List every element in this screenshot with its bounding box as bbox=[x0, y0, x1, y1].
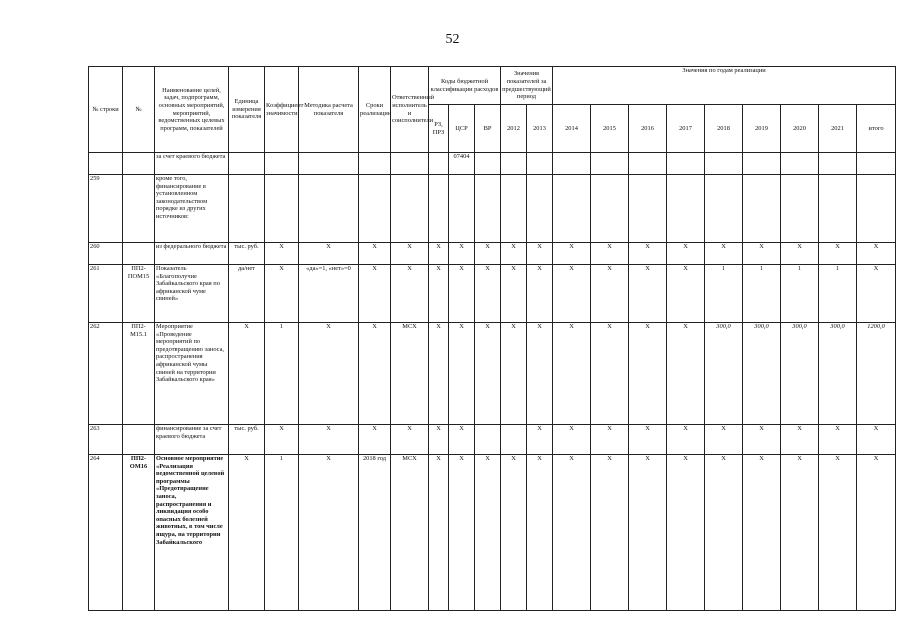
header-year: 2016 bbox=[629, 105, 667, 153]
cell-no bbox=[123, 175, 155, 243]
cell-value: 300,0 bbox=[743, 323, 781, 425]
cell-vr bbox=[475, 175, 501, 243]
cell-value: X bbox=[553, 265, 591, 323]
cell-value: X bbox=[743, 243, 781, 265]
header-no: № bbox=[123, 67, 155, 153]
cell-csr: X bbox=[449, 425, 475, 455]
cell-unit: X bbox=[229, 323, 265, 425]
cell-value bbox=[819, 153, 857, 175]
cell-value: X bbox=[857, 265, 896, 323]
cell-value: X bbox=[527, 243, 553, 265]
cell-csr: X bbox=[449, 265, 475, 323]
cell-vr: X bbox=[475, 243, 501, 265]
cell-csr: X bbox=[449, 323, 475, 425]
header-vr: ВР bbox=[475, 105, 501, 153]
cell-value: X bbox=[819, 425, 857, 455]
cell-csr: 07404 bbox=[449, 153, 475, 175]
header-year: 2020 bbox=[781, 105, 819, 153]
cell-value: X bbox=[501, 243, 527, 265]
cell-csr: X bbox=[449, 455, 475, 611]
cell-executor: X bbox=[391, 265, 429, 323]
cell-value: 300,0 bbox=[705, 323, 743, 425]
cell-vr: X bbox=[475, 455, 501, 611]
cell-name: Мероприятие «Проведение мероприятий по предотвращению заноса, распространения африканской чумы свиней на территории Забайкальского края» bbox=[155, 323, 229, 425]
cell-csr bbox=[449, 175, 475, 243]
cell-row-no: 261 bbox=[89, 265, 123, 323]
cell-value: X bbox=[591, 243, 629, 265]
cell-executor: X bbox=[391, 425, 429, 455]
cell-value: 1 bbox=[781, 265, 819, 323]
cell-rz: X bbox=[429, 243, 449, 265]
cell-value bbox=[857, 153, 896, 175]
cell-value: 300,0 bbox=[781, 323, 819, 425]
cell-name: за счет краевого бюджета bbox=[155, 153, 229, 175]
cell-coef: 1 bbox=[265, 455, 299, 611]
cell-executor: МСХ bbox=[391, 323, 429, 425]
table-row bbox=[89, 175, 896, 243]
cell-deadline: X bbox=[359, 323, 391, 425]
cell-value bbox=[501, 153, 527, 175]
header-year: 2012 bbox=[501, 105, 527, 153]
header-rz: РЗ, ПРЗ bbox=[429, 105, 449, 153]
cell-value: X bbox=[591, 425, 629, 455]
cell-value bbox=[629, 153, 667, 175]
cell-value bbox=[527, 175, 553, 243]
table-row bbox=[89, 425, 896, 455]
cell-row-no: 264 bbox=[89, 455, 123, 611]
cell-value: X bbox=[781, 425, 819, 455]
table-row bbox=[89, 265, 896, 323]
cell-row-no: 260 bbox=[89, 243, 123, 265]
cell-value: X bbox=[705, 243, 743, 265]
cell-rz: X bbox=[429, 323, 449, 425]
cell-no bbox=[123, 153, 155, 175]
cell-coef: X bbox=[265, 243, 299, 265]
cell-executor: X bbox=[391, 243, 429, 265]
cell-value bbox=[667, 153, 705, 175]
cell-value: X bbox=[781, 243, 819, 265]
cell-deadline: X bbox=[359, 425, 391, 455]
cell-no bbox=[123, 243, 155, 265]
cell-value: X bbox=[781, 455, 819, 611]
cell-no: ПП2-ПОМ15 bbox=[123, 265, 155, 323]
cell-value: X bbox=[527, 455, 553, 611]
cell-rz: X bbox=[429, 425, 449, 455]
cell-deadline: X bbox=[359, 265, 391, 323]
cell-value bbox=[705, 175, 743, 243]
cell-value bbox=[781, 153, 819, 175]
cell-row-no: 262 bbox=[89, 323, 123, 425]
cell-value: 1200,0 bbox=[857, 323, 896, 425]
cell-coef bbox=[265, 153, 299, 175]
cell-value bbox=[629, 175, 667, 243]
header-row-no: № строки bbox=[89, 67, 123, 153]
cell-rz: X bbox=[429, 265, 449, 323]
cell-value bbox=[591, 175, 629, 243]
header-year: 2017 bbox=[667, 105, 705, 153]
header-method: Методика расчета показателя bbox=[299, 67, 359, 153]
cell-name: финансирование за счет краевого бюджета bbox=[155, 425, 229, 455]
cell-value bbox=[781, 175, 819, 243]
cell-executor: МСХ bbox=[391, 455, 429, 611]
cell-value: X bbox=[591, 455, 629, 611]
cell-method: X bbox=[299, 323, 359, 425]
cell-value bbox=[501, 425, 527, 455]
header-unit: Единица измерения показателя bbox=[229, 67, 265, 153]
header-year: 2014 bbox=[553, 105, 591, 153]
cell-value: X bbox=[591, 265, 629, 323]
cell-value: X bbox=[705, 425, 743, 455]
cell-value bbox=[527, 153, 553, 175]
cell-no: ПП2-М15.1 bbox=[123, 323, 155, 425]
header-year: 2018 bbox=[705, 105, 743, 153]
cell-no: ПП2-ОМ16 bbox=[123, 455, 155, 611]
cell-value: X bbox=[527, 425, 553, 455]
cell-value: X bbox=[667, 455, 705, 611]
cell-value: X bbox=[553, 323, 591, 425]
cell-vr bbox=[475, 425, 501, 455]
cell-name: Показатель «Благополучие Забайкальского края по африканской чуме свиней» bbox=[155, 265, 229, 323]
cell-value bbox=[667, 175, 705, 243]
cell-deadline bbox=[359, 153, 391, 175]
cell-unit: тыс. руб. bbox=[229, 243, 265, 265]
cell-value: 300,0 bbox=[819, 323, 857, 425]
cell-value: X bbox=[857, 425, 896, 455]
cell-row-no bbox=[89, 153, 123, 175]
cell-value: X bbox=[667, 243, 705, 265]
cell-unit: тыс. руб. bbox=[229, 425, 265, 455]
cell-value: X bbox=[819, 455, 857, 611]
cell-name: Основное мероприятие «Реализация ведомственной целевой программы «Предотвращение заноса, распространения и ликвидация особо опасных болезней животных, в том числе ящура, на территории Забайкальского bbox=[155, 455, 229, 611]
cell-method bbox=[299, 175, 359, 243]
cell-value: X bbox=[743, 455, 781, 611]
cell-unit: да/нет bbox=[229, 265, 265, 323]
cell-value: X bbox=[553, 243, 591, 265]
cell-value: X bbox=[591, 323, 629, 425]
cell-rz bbox=[429, 175, 449, 243]
cell-deadline: 2018 год bbox=[359, 455, 391, 611]
header-year: 2021 bbox=[819, 105, 857, 153]
cell-value: X bbox=[527, 265, 553, 323]
cell-method bbox=[299, 153, 359, 175]
cell-value: X bbox=[629, 323, 667, 425]
cell-rz: X bbox=[429, 455, 449, 611]
header-name: Наименование целей, задач, подпрограмм, основных мероприятий, мероприятий, ведомственных целевых программ, показателей bbox=[155, 67, 229, 153]
cell-rz bbox=[429, 153, 449, 175]
cell-value: X bbox=[667, 265, 705, 323]
cell-coef bbox=[265, 175, 299, 243]
cell-value bbox=[591, 153, 629, 175]
cell-coef: 1 bbox=[265, 323, 299, 425]
cell-method: X bbox=[299, 455, 359, 611]
cell-value: X bbox=[553, 455, 591, 611]
cell-csr: X bbox=[449, 243, 475, 265]
header-year-values: Значения по годам реализации bbox=[553, 67, 896, 105]
header-year-total: итого bbox=[857, 105, 896, 153]
cell-value: X bbox=[501, 455, 527, 611]
cell-value: X bbox=[857, 243, 896, 265]
program-indicators-table bbox=[88, 66, 896, 611]
cell-value bbox=[501, 175, 527, 243]
cell-method: X bbox=[299, 243, 359, 265]
page-number: 52 bbox=[445, 32, 460, 47]
header-year: 2019 bbox=[743, 105, 781, 153]
cell-value: X bbox=[743, 425, 781, 455]
header-year: 2015 bbox=[591, 105, 629, 153]
cell-value bbox=[743, 153, 781, 175]
cell-coef: X bbox=[265, 265, 299, 323]
header-year: 2013 bbox=[527, 105, 553, 153]
cell-value: X bbox=[501, 323, 527, 425]
cell-executor bbox=[391, 153, 429, 175]
header-csr: ЦСР bbox=[449, 105, 475, 153]
table-row bbox=[89, 243, 896, 265]
cell-executor bbox=[391, 175, 429, 243]
header-coef: Коэффициент значимости bbox=[265, 67, 299, 153]
cell-value bbox=[819, 175, 857, 243]
table-row bbox=[89, 323, 896, 425]
cell-value: X bbox=[629, 425, 667, 455]
table-row bbox=[89, 455, 896, 611]
cell-unit: X bbox=[229, 455, 265, 611]
cell-vr: X bbox=[475, 323, 501, 425]
cell-value: X bbox=[553, 425, 591, 455]
cell-value: 1 bbox=[705, 265, 743, 323]
cell-row-no: 259 bbox=[89, 175, 123, 243]
cell-value bbox=[857, 175, 896, 243]
cell-coef: X bbox=[265, 425, 299, 455]
cell-vr: X bbox=[475, 265, 501, 323]
cell-value: X bbox=[501, 265, 527, 323]
cell-value: X bbox=[629, 265, 667, 323]
cell-value bbox=[553, 175, 591, 243]
cell-deadline bbox=[359, 175, 391, 243]
cell-value bbox=[553, 153, 591, 175]
cell-value: X bbox=[629, 455, 667, 611]
table-row bbox=[89, 153, 896, 175]
header-budget-codes: Коды бюджетной классификации расходов bbox=[429, 67, 501, 105]
cell-value bbox=[705, 153, 743, 175]
cell-value: 1 bbox=[743, 265, 781, 323]
header-deadline: Сроки реализации bbox=[359, 67, 391, 153]
cell-name: из федерального бюджета bbox=[155, 243, 229, 265]
cell-method: «да»=1, «нет»=0 bbox=[299, 265, 359, 323]
cell-no bbox=[123, 425, 155, 455]
cell-method: X bbox=[299, 425, 359, 455]
cell-value: X bbox=[857, 455, 896, 611]
cell-value bbox=[743, 175, 781, 243]
cell-value: 1 bbox=[819, 265, 857, 323]
cell-name: кроме того, финансирование в установленном законодательством порядке из других источников: bbox=[155, 175, 229, 243]
cell-value: X bbox=[629, 243, 667, 265]
cell-unit bbox=[229, 175, 265, 243]
cell-value: X bbox=[705, 455, 743, 611]
cell-unit bbox=[229, 153, 265, 175]
cell-value: X bbox=[667, 425, 705, 455]
cell-value: X bbox=[527, 323, 553, 425]
cell-vr bbox=[475, 153, 501, 175]
cell-row-no: 263 bbox=[89, 425, 123, 455]
header-prior-values: Значения показателей за предшествующий период bbox=[501, 67, 553, 105]
cell-value: X bbox=[667, 323, 705, 425]
cell-value: X bbox=[819, 243, 857, 265]
cell-deadline: X bbox=[359, 243, 391, 265]
header-executor: Ответственный исполнитель и соисполнители bbox=[391, 67, 429, 153]
